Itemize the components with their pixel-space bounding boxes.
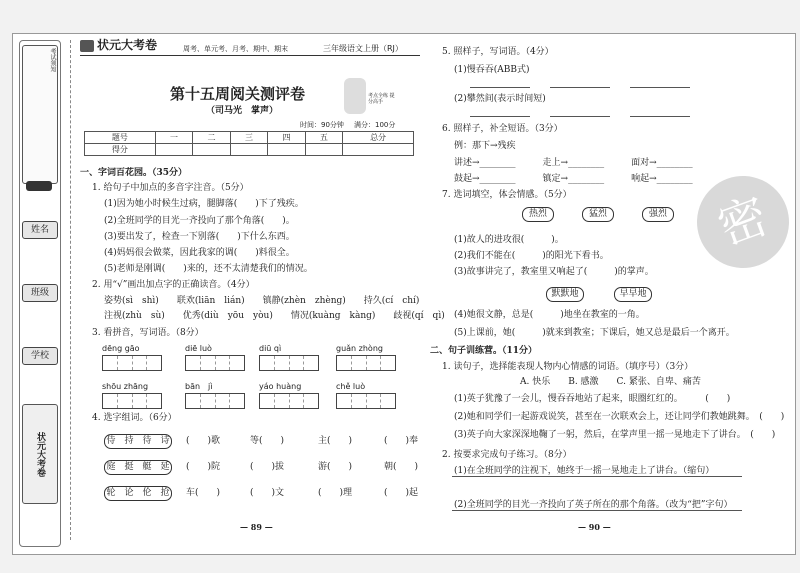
writing-grid[interactable] — [259, 393, 319, 409]
question-q2: 2. 用“√”画出加点字的正确读音。（4分） — [92, 280, 255, 290]
question-q6: 6. 照样子，补全短语。（3分） — [442, 124, 563, 134]
word-bubble: 默默地 — [546, 287, 584, 302]
char-options: 庭 挺 艇 延 — [104, 460, 172, 475]
score-col: 题号 — [85, 132, 156, 144]
writing-grid[interactable] — [336, 355, 396, 371]
question-q4: 4. 选字组词。（6分） — [92, 413, 177, 423]
grade-label: 三年级语文上册（RJ） — [323, 44, 403, 53]
notice-badge — [26, 181, 52, 191]
notice-label: 考试须知 — [49, 48, 56, 72]
score-value-row — [85, 144, 414, 156]
word-bubble: 热烈 — [522, 207, 554, 222]
writing-grid[interactable] — [336, 393, 396, 409]
word-blank[interactable]: ( )奉 — [384, 436, 419, 446]
writing-grid[interactable] — [185, 393, 245, 409]
score-col: 一 — [155, 132, 192, 144]
score-row-label: 得分 — [85, 144, 156, 156]
exam-categories: 周考、单元考、月考、期中、期末 — [183, 45, 288, 53]
word-bubble: 早早地 — [614, 287, 652, 302]
question-q7e: (5)上课前，她( )就来到教室；下课后，她又总是最后一个离开。 — [454, 328, 735, 338]
question-q1e: (5)老师是刚调( )来的，还不太清楚我们的情况。 — [104, 264, 313, 274]
page-subtitle: （司马光 掌声） — [206, 106, 279, 116]
answer-line[interactable] — [452, 510, 742, 511]
question-q1: 1. 给句子中加点的多音字注音。（5分） — [92, 183, 249, 193]
exam-score: 满分：100分 — [354, 121, 396, 129]
score-header-row — [85, 132, 414, 144]
score-col: 二 — [193, 132, 230, 144]
pinyin-label: shōu zhāng — [102, 382, 149, 391]
question-q6ex: 例：那下→残疾 — [454, 141, 516, 151]
pinyin-label: guǎn zhòng — [336, 344, 383, 353]
notice-box — [22, 45, 58, 184]
question-q2b: 注视(zhù sù) 优秀(diù yōu yòu) 情况(kuàng kàng) 歧视(qí qì) — [104, 311, 445, 321]
word-blank[interactable]: ( )理 — [318, 488, 353, 498]
word-blank[interactable]: ( )起 — [384, 488, 419, 498]
name-field: 姓名 — [22, 221, 58, 239]
answer-line[interactable] — [452, 476, 742, 477]
brand-title: 状元大考卷 — [97, 38, 158, 52]
pinyin-label: diē luò — [185, 344, 212, 353]
exam-time: 时间：90分钟 — [300, 121, 344, 129]
score-col: 四 — [268, 132, 305, 144]
question-q1c: (3)要出发了，检查一下别落( )下什么东西。 — [104, 232, 295, 242]
question-q6a: 讲述→________ 走上→________ 面对→________ — [454, 158, 693, 168]
question-q7d: (4)她很文静，总是( )地坐在教室的一角。 — [454, 310, 645, 320]
answer-line[interactable] — [470, 87, 530, 88]
answer-line[interactable] — [470, 116, 530, 117]
score-cell[interactable] — [268, 144, 305, 156]
question-s1opt: A. 快乐 B. 感激 C. 紧张、自卑、痛苦 — [520, 377, 701, 387]
question-sec1: 一、字词百花园。（35分） — [80, 168, 188, 178]
question-q7b: (2)我们不能在( )的阳光下看书。 — [454, 251, 609, 261]
word-bubble: 猛烈 — [582, 207, 614, 222]
page-number-right: — 90 — — [578, 522, 611, 532]
word-blank[interactable]: 等( ) — [250, 436, 285, 446]
score-cell[interactable] — [193, 144, 230, 156]
char-options: 侍 持 待 诗 — [104, 434, 172, 449]
question-q6b: 鼓起→________ 镇定→________ 响起→________ — [454, 174, 693, 184]
question-q3: 3. 看拼音，写词语。（8分） — [92, 328, 204, 338]
answer-line[interactable] — [550, 116, 610, 117]
secret-stamp: 密 — [684, 163, 800, 281]
word-blank[interactable]: 朝( ) — [384, 462, 419, 472]
question-q7a: (1)故人的进攻很( )。 — [454, 235, 564, 245]
header-rule — [80, 55, 420, 56]
writing-grid[interactable] — [259, 355, 319, 371]
word-blank[interactable]: ( )文 — [250, 488, 285, 498]
word-bubble: 强烈 — [642, 207, 674, 222]
question-s1b: (2)她和同学们一起游戏说笑，甚至在一次联欢会上，还让同学们教她跳舞。 ( ) — [454, 412, 785, 422]
word-blank[interactable]: 主( ) — [318, 436, 353, 446]
question-q1d: (4)妈妈很会做菜，因此我家的调( )料很全。 — [104, 248, 295, 258]
score-cell[interactable] — [343, 144, 414, 156]
word-blank[interactable]: 游( ) — [318, 462, 353, 472]
score-cell[interactable] — [230, 144, 267, 156]
score-table — [84, 131, 414, 156]
answer-line[interactable] — [630, 87, 690, 88]
answer-line[interactable] — [630, 116, 690, 117]
page-number-left: — 89 — — [240, 522, 273, 532]
question-q7c: (3)故事讲完了，教室里又响起了( )的掌声。 — [454, 267, 654, 277]
word-blank[interactable]: ( )歌 — [186, 436, 221, 446]
question-s1c: (3)英子向大家深深地鞠了一躬，然后，在掌声里一摇一晃地走下了讲台。 ( ) — [454, 430, 776, 440]
score-cell[interactable] — [305, 144, 342, 156]
question-s2: 2. 按要求完成句子练习。（8分） — [442, 450, 572, 460]
score-cell[interactable] — [155, 144, 192, 156]
word-blank[interactable]: ( )院 — [186, 462, 221, 472]
page-title: 第十五周阅关测评卷 — [170, 85, 306, 103]
writing-grid[interactable] — [102, 355, 162, 371]
question-q5b: (2)攀然间(表示时间短) — [454, 94, 546, 104]
question-q5a: (1)慢吞吞(ABB式) — [454, 65, 530, 75]
mascot-caption: 考点全练 提分高手 — [368, 93, 395, 105]
pinyin-label: yáo huàng — [259, 382, 302, 391]
question-q7: 7. 选词填空，体会情感。（5分） — [442, 190, 572, 200]
answer-line[interactable] — [550, 87, 610, 88]
question-s2a: (1)在全班同学的注视下，她终于一摇一晃地走上了讲台。（缩句） — [454, 466, 715, 476]
pinyin-label: chě luò — [336, 382, 366, 391]
mascot-image — [344, 78, 366, 114]
question-s1a: (1)英子犹豫了一会儿，慢吞吞地站了起来，眼圈红红的。 ( ) — [454, 394, 731, 404]
question-sec2: 二、句子训练营。（11分） — [430, 346, 538, 356]
pinyin-label: dēng gāo — [102, 344, 140, 353]
question-q1a: (1)因为她小时候生过病，腿脚落( )下了残疾。 — [104, 199, 304, 209]
question-q1b: (2)全班同学的目光一齐投向了那个角落( )。 — [104, 216, 295, 226]
pinyin-label: bān jì — [185, 382, 213, 391]
score-col: 总分 — [343, 132, 414, 144]
pinyin-label: diū qì — [259, 344, 282, 353]
question-q2a: 姿势(sì shì) 联欢(liān lián) 镇静(zhèn zhèng) 持久(cí chí) — [104, 296, 420, 306]
word-blank[interactable]: 车( ) — [186, 488, 221, 498]
cut-line — [70, 40, 71, 540]
question-q5: 5. 照样子，写词语。（4分） — [442, 47, 554, 57]
class-field: 班级 — [22, 284, 58, 302]
bottom-brand: 状元大考卷 — [22, 404, 58, 504]
question-s1: 1. 读句子，选择能表现人物内心情感的词语。（填序号）（3分） — [442, 362, 694, 372]
word-blank[interactable]: ( )拔 — [250, 462, 285, 472]
question-s2b: (2)全班同学的目光一齐投向了英子所在的那个角落。（改为“把”字句） — [454, 500, 733, 510]
writing-grid[interactable] — [185, 355, 245, 371]
writing-grid[interactable] — [102, 393, 162, 409]
score-col: 五 — [305, 132, 342, 144]
brand-logo-icon — [80, 40, 94, 52]
school-field: 学校 — [22, 347, 58, 365]
char-options: 轮 论 伦 抢 — [104, 486, 172, 501]
score-col: 三 — [230, 132, 267, 144]
